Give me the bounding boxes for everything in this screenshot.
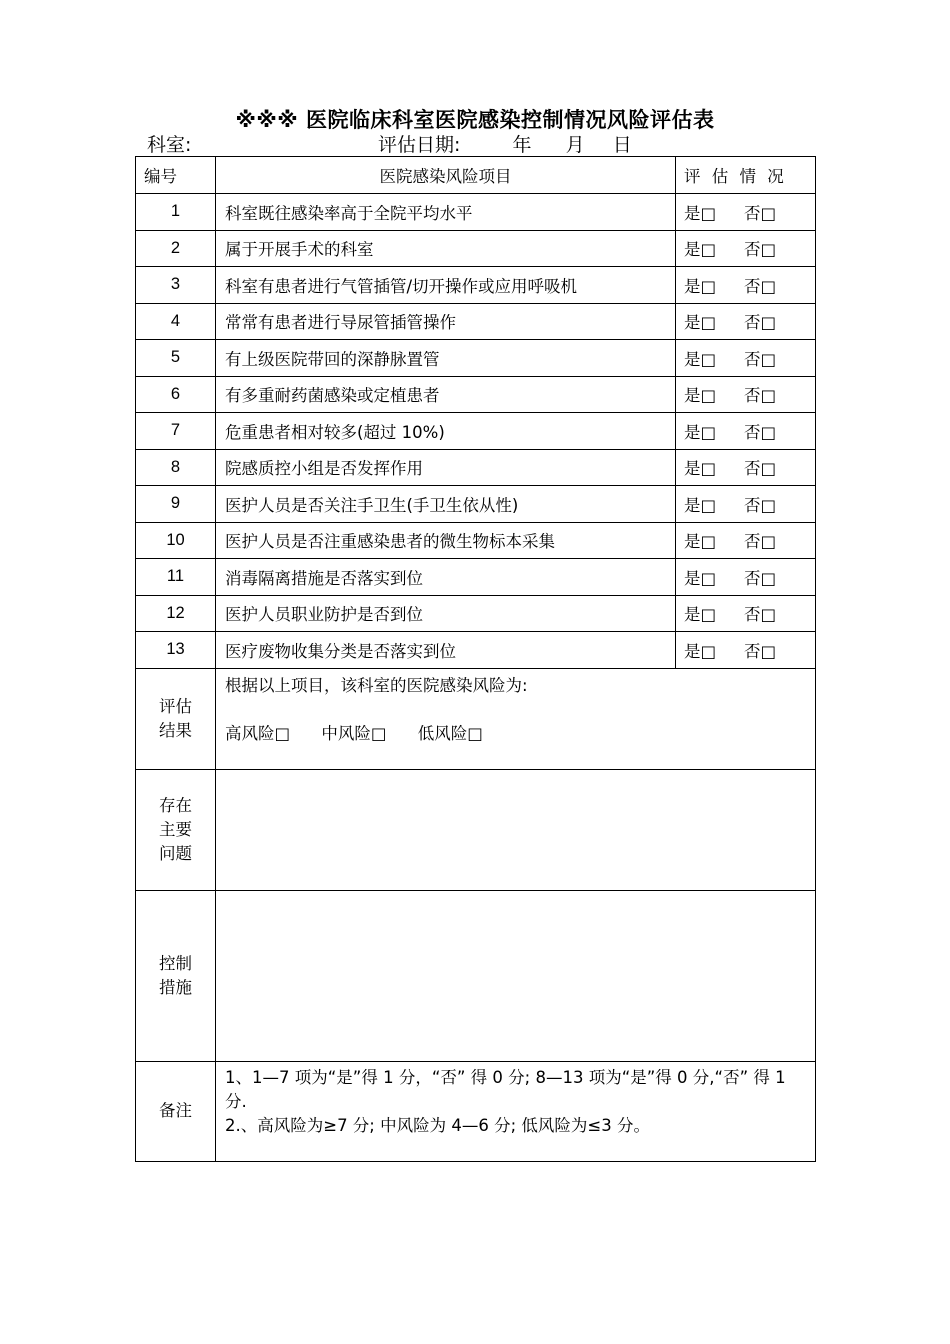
evaluation-cell [676, 230, 816, 267]
header-number: 编号 [136, 157, 216, 194]
table-row [136, 595, 816, 632]
date-month: 月 [565, 134, 585, 156]
risk-item: 科室有患者进行气管插管/切开操作或应用呼吸机 [216, 267, 676, 304]
yes-checkbox[interactable]: 是□ [684, 276, 717, 296]
yes-checkbox[interactable]: 是□ [684, 495, 717, 515]
no-checkbox[interactable]: 否□ [744, 495, 777, 515]
item-number: 7 [136, 413, 216, 450]
header-evaluation: 评 估 情 况 [676, 157, 816, 194]
notes-row [136, 1061, 816, 1161]
item-number: 11 [136, 559, 216, 596]
notes-line-1: 1、1—7 项为“是”得 1 分，“否” 得 0 分; 8—13 项为“是”得 0 分,“否” 得 1 分. [225, 1067, 786, 1111]
no-checkbox[interactable]: 否□ [744, 349, 777, 369]
evaluation-cell [676, 303, 816, 340]
item-number: 6 [136, 376, 216, 413]
no-checkbox[interactable]: 否□ [744, 276, 777, 296]
risk-item: 常常有患者进行导尿管插管操作 [216, 303, 676, 340]
yes-checkbox[interactable]: 是□ [684, 605, 717, 625]
high-risk-checkbox[interactable]: 高风险□ [225, 723, 291, 743]
low-risk-checkbox[interactable]: 低风险□ [417, 723, 483, 743]
measures-label: 控制 措施 [136, 890, 216, 1061]
no-checkbox[interactable]: 否□ [744, 422, 777, 442]
yes-checkbox[interactable]: 是□ [684, 203, 717, 223]
table-row [136, 449, 816, 486]
item-number: 3 [136, 267, 216, 304]
table-row [136, 230, 816, 267]
problems-row [136, 769, 816, 890]
table-row [136, 413, 816, 450]
no-checkbox[interactable]: 否□ [744, 568, 777, 588]
item-number: 13 [136, 632, 216, 669]
measures-row [136, 890, 816, 1061]
risk-item: 医疗废物收集分类是否落实到位 [216, 632, 676, 669]
no-checkbox[interactable]: 否□ [744, 313, 777, 333]
risk-item: 属于开展手术的科室 [216, 230, 676, 267]
department-label: 科室: [147, 134, 192, 156]
medium-risk-checkbox[interactable]: 中风险□ [321, 723, 387, 743]
yes-checkbox[interactable]: 是□ [684, 641, 717, 661]
table-row [136, 194, 816, 231]
evaluation-cell [676, 449, 816, 486]
risk-item: 危重患者相对较多(超过 10%) [216, 413, 676, 450]
no-checkbox[interactable]: 否□ [744, 240, 777, 260]
item-number: 1 [136, 194, 216, 231]
result-text: 根据以上项目，该科室的医院感染风险为: [225, 675, 528, 695]
table-row [136, 267, 816, 304]
risk-item: 医护人员是否注重感染患者的微生物标本采集 [216, 522, 676, 559]
item-number: 2 [136, 230, 216, 267]
no-checkbox[interactable]: 否□ [744, 605, 777, 625]
yes-checkbox[interactable]: 是□ [684, 349, 717, 369]
table-row [136, 522, 816, 559]
table-header [136, 157, 816, 194]
date-label: 评估日期: [378, 134, 461, 156]
evaluation-cell [676, 486, 816, 523]
yes-checkbox[interactable]: 是□ [684, 386, 717, 406]
result-row [136, 668, 816, 769]
yes-checkbox[interactable]: 是□ [684, 422, 717, 442]
no-checkbox[interactable]: 否□ [744, 641, 777, 661]
evaluation-cell [676, 340, 816, 377]
risk-item: 消毒隔离措施是否落实到位 [216, 559, 676, 596]
item-number: 4 [136, 303, 216, 340]
notes-label: 备注 [136, 1061, 216, 1161]
table-row [136, 376, 816, 413]
table-row [136, 486, 816, 523]
item-number: 10 [136, 522, 216, 559]
no-checkbox[interactable]: 否□ [744, 532, 777, 552]
date-day: 日 [612, 134, 632, 156]
risk-item: 医护人员是否关注手卫生(手卫生依从性) [216, 486, 676, 523]
problems-label: 存在 主要 问题 [136, 769, 216, 890]
item-number: 5 [136, 340, 216, 377]
table-row [136, 632, 816, 669]
table-row [136, 559, 816, 596]
table-row [136, 303, 816, 340]
risk-item: 医护人员职业防护是否到位 [216, 595, 676, 632]
item-number: 8 [136, 449, 216, 486]
no-checkbox[interactable]: 否□ [744, 386, 777, 406]
no-checkbox[interactable]: 否□ [744, 459, 777, 479]
table-row [136, 340, 816, 377]
item-number: 9 [136, 486, 216, 523]
result-content [216, 668, 816, 769]
evaluation-cell [676, 632, 816, 669]
evaluation-cell [676, 194, 816, 231]
yes-checkbox[interactable]: 是□ [684, 313, 717, 333]
yes-checkbox[interactable]: 是□ [684, 240, 717, 260]
notes-line-2: 2.、高风险为≥7 分; 中风险为 4—6 分; 低风险为≤3 分。 [225, 1115, 650, 1135]
assessment-date [378, 130, 632, 157]
evaluation-cell [676, 522, 816, 559]
evaluation-cell [676, 267, 816, 304]
no-checkbox[interactable]: 否□ [744, 203, 777, 223]
header-risk-item: 医院感染风险项目 [216, 157, 676, 194]
evaluation-cell [676, 559, 816, 596]
item-number: 12 [136, 595, 216, 632]
problems-field[interactable] [216, 769, 816, 890]
yes-checkbox[interactable]: 是□ [684, 459, 717, 479]
risk-assessment-table [135, 156, 816, 1162]
measures-field[interactable] [216, 890, 816, 1061]
yes-checkbox[interactable]: 是□ [684, 568, 717, 588]
form-title: ※※※ 医院临床科室医院感染控制情况风险评估表 [235, 108, 715, 132]
risk-item: 科室既往感染率高于全院平均水平 [216, 194, 676, 231]
result-label: 评估 结果 [136, 668, 216, 769]
yes-checkbox[interactable]: 是□ [684, 532, 717, 552]
evaluation-cell [676, 413, 816, 450]
evaluation-cell [676, 376, 816, 413]
risk-item: 院感质控小组是否发挥作用 [216, 449, 676, 486]
evaluation-cell [676, 595, 816, 632]
notes-content [216, 1061, 816, 1161]
date-year: 年 [512, 134, 532, 156]
risk-item: 有上级医院带回的深静脉置管 [216, 340, 676, 377]
risk-item: 有多重耐药菌感染或定植患者 [216, 376, 676, 413]
